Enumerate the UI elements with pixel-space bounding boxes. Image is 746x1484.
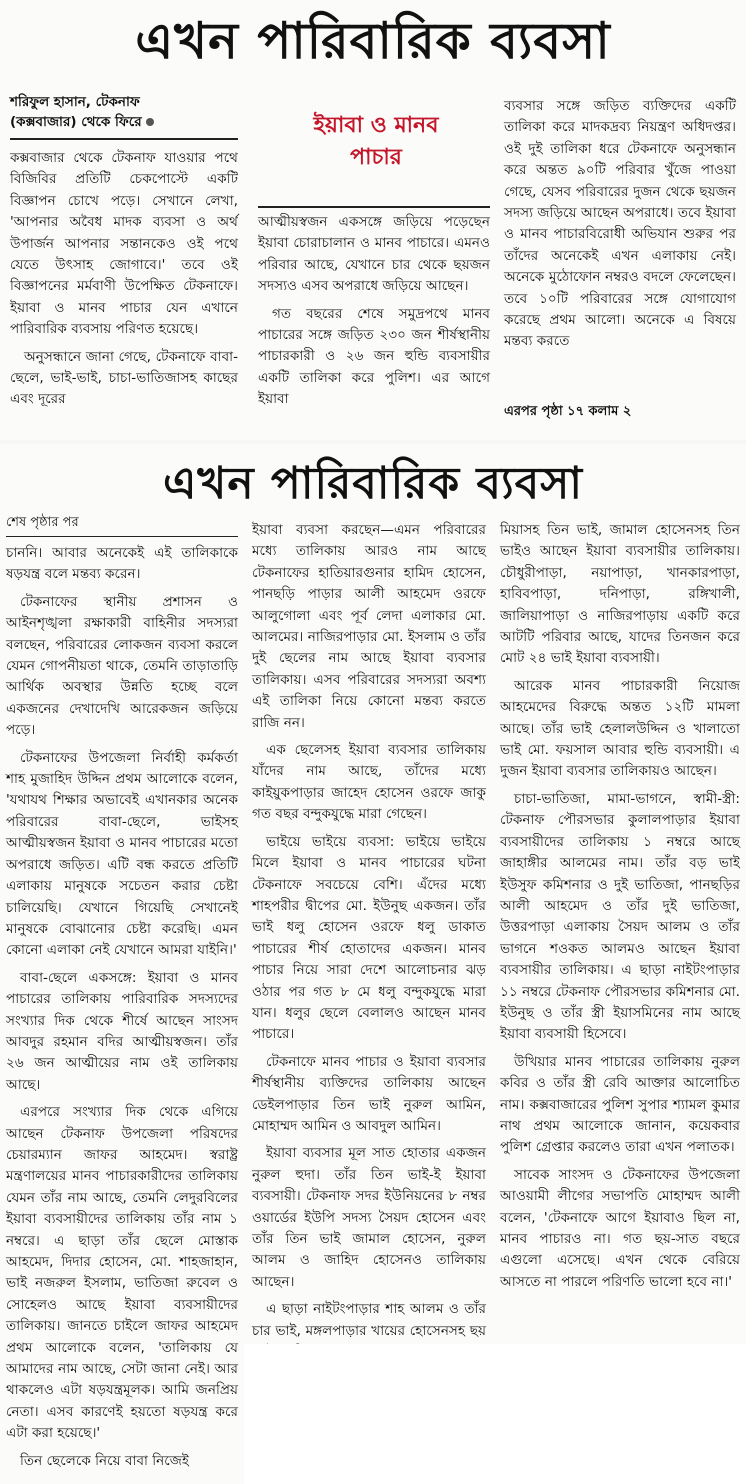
jump-col2-para-2: এক ছেলেসহ ইয়াবা ব্যবসার তালিকায় যাঁদের নাম আছে, তাঁদের মধ্যে কাইয়ুকপাড়ার জাহেদ হোসেন ওরফে জাকু গত বছর বন্দুকযুদ্ধে মারা গেছেন।	[252, 742, 486, 823]
blank-area	[244, 1344, 746, 1484]
jump-col1-para-1: চাননি। আবার অনেকেই এই তালিকাকে ষড়যন্ত্র বলে মন্তব্য করেন।	[6, 545, 238, 583]
front-col1-para-2: অনুসন্ধানে জানা গেছে, টেকনাফে বাবা-ছেলে, ভাই-ভাই, চাচা-ভাতিজাসহ কাছের এবং দূরের	[10, 348, 238, 408]
jump-headline: এখন পারিবারিক ব্যবসা	[162, 458, 584, 509]
jump-col1-para-3: টেকনাফের উপজেলা নির্বাহী কর্মকর্তা শাহ মুজাহিদ উদ্দিন প্রথম আলোকে বলেন, 'যথাযথ শিক্ষার অভাবেই এখানকার অনেক পরিবারের বাবা-ছেলে, ভাইসহ আত্মীয়স্বজন ইয়াবা ও মানব পাচারের মতো অপরাধে জড়িত। এটি বন্ধ করতে প্রতিটি এলাকায় মানুষকে সচেতন করার চেষ্টা চালিয়েছি। যেখানে গিয়েছি সেখানেই মানুষকে বোঝানোর চেষ্টা করেছি। এমন কোনো এলাকা নেই যেখানে আমরা যাইনি।'	[6, 749, 238, 959]
jump-col3-para-1: মিয়াসহ তিন ভাই, জামাল হোসেনসহ তিন ভাইও আছেন ইয়াবা ব্যবসায়ীর তালিকায়। চৌধুরীপাড়া, নয়াপাড়া, খানকারপাড়া, হাবিবপাড়া, দনিপাড়া, রঙ্গিখালী, জালিয়াপাড়া ও নাজিরপাড়ায় একটি করে আটটি পরিবার আছে, যাদের তিনজন করে মোট ২৪ ভাই ইয়াবা ব্যবসায়ী।	[500, 522, 740, 667]
jump-column-2	[252, 520, 486, 1340]
front-col1-para-1: কক্সবাজার থেকে টেকনাফ যাওয়ার পথে বিজিবির প্রতিটি চেকপোস্টে একটি বিজ্ঞাপন চোখে পড়ে। সেখানে লেখা, 'আপনার অবৈধ মাদক ব্যবসা ও অর্থ উপার্জন আপনার সন্তানকেও ওই পথে যেতে উৎসাহ জোগাবে।' তবে ওই বিজ্ঞাপনের মর্মবাণী উপেক্ষিত টেকনাফে। ইয়াবা ও মানব পাচার যেন এখানে পারিবারিক ব্যবসায় পরিণত হয়েছে।	[10, 150, 238, 338]
front-column-3	[504, 96, 736, 390]
front-page-clipping	[0, 0, 746, 440]
bullet-icon	[146, 118, 154, 126]
front-col3-para-1: ব্যবসার সঙ্গে জড়িত ব্যক্তিদের একটি তালিকা করে মাদকদ্রব্য নিয়ন্ত্রণ অধিদপ্তর। ওই দুই তালিকা ধরে টেকনাফে অনুসন্ধান করে অন্তত ৯০টি পরিবার খুঁজে পাওয়া গেছে, যেসব পরিবারের দুজন থেকে ছয়জন সদস্য জড়িয়ে আছেন অপরাধে। তবে ইয়াবা ও মানব পাচারবিরোধী অভিযান শুরুর পর তাঁদের অনেকেই এখন এলাকায় নেই। অনেকে মুঠোফোন নম্বরও বদলে ফেলেছেন। তবে ১০টি পরিবারের সঙ্গে যোগাযোগ করেছে প্রথম আলো। অনেকে এ বিষয়ে মন্তব্য করতে	[504, 98, 736, 350]
jump-col1-para-5: এরপরে সংখ্যার দিক থেকে এগিয়ে আছেন টেকনাফ উপজেলা পরিষদের চেয়ারম্যান জাফর আহমেদ। স্বরাষ্ট্র মন্ত্রণালয়ের মানব পাচারকারীদের তালিকায় যেমন তাঁর নাম আছে, তেমনি লেদুরবিলের ইয়াবা ব্যবসায়ীদের তালিকায় তাঁর নাম ১ নম্বরে। এ ছাড়া তাঁর ছেলে মোস্তাক আহমেদ, দিদার হোসেন, মো. শাহজাহান, ভাই নজরুল ইসলাম, ভাতিজা রুবেল ও সোহেলও আছে ইয়াবা ব্যবসায়ীদের তালিকায়। জানতে চাইলে জাফর আহমেদ প্রথম আলোকে বলেন, 'তালিকায় যে আমাদের নাম আছে, সেটা জানা নেই। আর থাকলেও এটা ষড়যন্ত্রমূলক। আমি জনপ্রিয় নেতা। এসব কারণেই হয়তো ষড়যন্ত্র করে এটা করা হয়েছে।'	[6, 1104, 238, 1442]
jump-col3-para-2: আরেক মানব পাচারকারী নিয়োজ আহমেদের বিরুদ্ধে অন্তত ১২টি মামলা আছে। তাঁর ভাই হেলালউদ্দিন ও খালাতো ভাই মো. ফয়সাল আবার হুন্ডি ব্যবসায়ী। এ দুজন ইয়াবা ব্যবসার তালিকায়ও আছেন।	[500, 677, 740, 780]
front-column-1	[10, 92, 238, 432]
jump-col3-para-4: উখিয়ার মানব পাচারের তালিকায় নুরুল কবির ও তাঁর স্ত্রী রেবি আক্তার আলোচিত নাম। কক্সবাজারের পুলিশ সুপার শ্যামল কুমার নাথ প্রথম আলোকে জানান, কয়েকবার পুলিশ গ্রেপ্তার করলেও তারা এখন পলাতক।	[500, 1053, 740, 1156]
jump-col2-para-4: টেকনাফে মানব পাচার ও ইয়াবা ব্যবসার শীর্ষস্থানীয় ব্যক্তিদের তালিকায় আছেন ডেইলপাড়ার তিন ভাই নুরুল আমিন, মোহাম্মদ আমিন ও আবদুল আমিন।	[252, 1053, 486, 1134]
byline-location: (কক্সবাজার) থেকে ফিরে	[10, 112, 238, 132]
jump-col3-para-3: চাচা-ভাতিজা, মামা-ভাগনে, স্বামী-স্ত্রী: টেকনাফ পৌরসভার কুলালপাড়ার ইয়াবা ব্যবসায়ীদের তালিকায় ১ নম্বরে আছে জাহাঙ্গীর আলমের নাম। তাঁর বড় ভাই ইউসুফ কমিশনার ও দুই ভাতিজা, পানছড়ির আলী আহমেদ ও তাঁর দুই ভাতিজা, উত্তরপাড়া এলাকায় সৈয়দ আলম ও তাঁর ভাগনে শওকত আলমও আছেন ইয়াবা ব্যবসায়ীর তালিকায়। এ ছাড়া নাইটংপাড়ার ১১ নম্বরে টেকনাফ পৌরসভার কমিশনার মো. ইউনুছ ও তাঁর স্ত্রী ইয়াসমিনের নাম আছে ইয়াবা ব্যবসায়ী হিসেবে।	[500, 790, 740, 1043]
jump-col2-para-1: ইয়াবা ব্যবসা করছেন—এমন পরিবারের মধ্যে তালিকায় আরও নাম আছে টেকনাফের হাতিয়ারগুনার হামিদ হোসেন, পানছড়ি পাড়ার আলী আহমেদ ওরফে আলুগোলা এবং পূর্ব লেদা এলাকার মো. আলমের। নাজিরপাড়ার মো. ইসলাম ও তাঁর দুই ছেলের নাম আছে ইয়াবা ব্যবসার তালিকায়। এসব পরিবারের সদস্যরা অবশ্য এই তালিকা নিয়ে কোনো মন্তব্য করতে রাজি নন।	[252, 522, 486, 731]
from-label-divider	[6, 536, 238, 537]
front-headline: এখন পারিবারিক ব্যবসা	[135, 12, 611, 70]
jump-col2-para-6: এ ছাড়া নাইটংপাড়ার শাহ আলম ও তাঁর চার ভাই, মঙ্গলপাড়ার খায়ের হোসেনসহ ছয়	[252, 1301, 486, 1339]
jump-column-1	[6, 514, 238, 1484]
kicker-divider	[258, 206, 490, 208]
front-col2-para-1: আত্মীয়স্বজন একসঙ্গে জড়িয়ে পড়েছেন ইয়াবা চোরাচালান ও মানব পাচারে। এমনও পরিবার আছে, যেখানে চার থেকে ছয়জন সদস্যও এসব অপরাধে জড়িয়ে আছেন।	[258, 214, 490, 295]
front-col2-para-2: গত বছরের শেষে সমুদ্রপথে মানব পাচারের সঙ্গে জড়িত ২৩০ জন শীর্ষস্থানীয় পাচারকারী ও ২৬ জন হুন্ডি ব্যবসায়ীর একটি তালিকা করে পুলিশ। এর আগে ইয়াবা	[258, 305, 490, 408]
jump-col1-para-6: তিন ছেলেকে নিয়ে বাবা নিজেই	[20, 1452, 189, 1469]
jump-col1-para-4: বাবা-ছেলে একসঙ্গে: ইয়াবা ও মানব পাচারের তালিকায় পারিবারিক সদস্যদের সংখ্যার দিক থেকে শীর্ষে আছেন সাংসদ আবদুর রহমান বদির আত্মীয়স্বজন। তাঁর ২৬ জন আত্মীয়ের নাম ওই তালিকায় আছে।	[6, 969, 238, 1093]
jump-col1-para-2: টেকনাফের স্থানীয় প্রশাসন ও আইনশৃঙ্খলা রক্ষাকারী বাহিনীর সদস্যরা বলছেন, পরিবারের লোকজন ব্যবসা করলে যেমন গোপনীয়তা থাকে, তেমনি তাড়াতাড়ি আর্থিক অবস্থার উন্নতি হচ্ছে বলে একজনের দেখাদেখি আরেকজন জড়িয়ে পড়ে।	[6, 593, 238, 739]
byline	[10, 92, 238, 132]
continued-on: এরপর পৃষ্ঠা ১৭ কলাম ২	[504, 404, 632, 419]
jump-page-clipping	[0, 444, 746, 1484]
jump-col3-para-5: সাবেক সাংসদ ও টেকনাফের উপজেলা আওয়ামী লীগের সভাপতি মোহাম্মদ আলী বলেন, 'টেকনাফে আগে ইয়াবাও ছিল না, মানব পাচারও না। গত ছয়-সাত বছরে এগুলো এসেছে। এখন থেকে বেরিয়ে আসতে না পারলে পরিণতি ভালো হবে না।'	[500, 1166, 740, 1290]
from-last-page-label: শেষ পৃষ্ঠার পর	[6, 515, 79, 530]
byline-divider	[10, 138, 238, 140]
kicker: ইয়াবা ও মানব পাচার	[313, 113, 439, 170]
jump-column-3	[500, 520, 740, 1340]
front-column-2	[258, 212, 490, 422]
byline-author: শরিফুল হাসান, টেকনাফ	[10, 94, 140, 110]
jump-col2-para-3: ভাইয়ে ভাইয়ে ব্যবসা: ভাইয়ে ভাইয়ে মিলে ইয়াবা ও মানব পাচারের ঘটনা টেকনাফে সবচেয়ে বেশি। এঁদের মধ্যে শাহপরীর দ্বীপের মো. ইউনুছ একজন। তাঁর ভাই ধলু হোসেন ওরফে ধলু ডাকাত পাচারের শীর্ষ হোতাদের একজন। মানব পাচার নিয়ে সারা দেশে আলোচনার ঝড় ওঠার পর গত ৮ মে ধলু বন্দুকযুদ্ধে মারা যান। ধলুর ছেলে বেলালও আছেন মানব পাচারে।	[252, 833, 486, 1043]
jump-col2-para-5: ইয়াবা ব্যবসার মূল সাত হোতার একজন নুরুল হুদা। তাঁর তিন ভাই-ই ইয়াবা ব্যবসায়ী। টেকনাফ সদর ইউনিয়নের ৮ নম্বর ওয়ার্ডের ইউপি সদস্য সৈয়দ হোসেন এবং তাঁর তিন ভাই জামাল হোসেন, নুরুল আলম ও জাহিদ হোসেনও তালিকায় আছেন।	[252, 1145, 486, 1290]
